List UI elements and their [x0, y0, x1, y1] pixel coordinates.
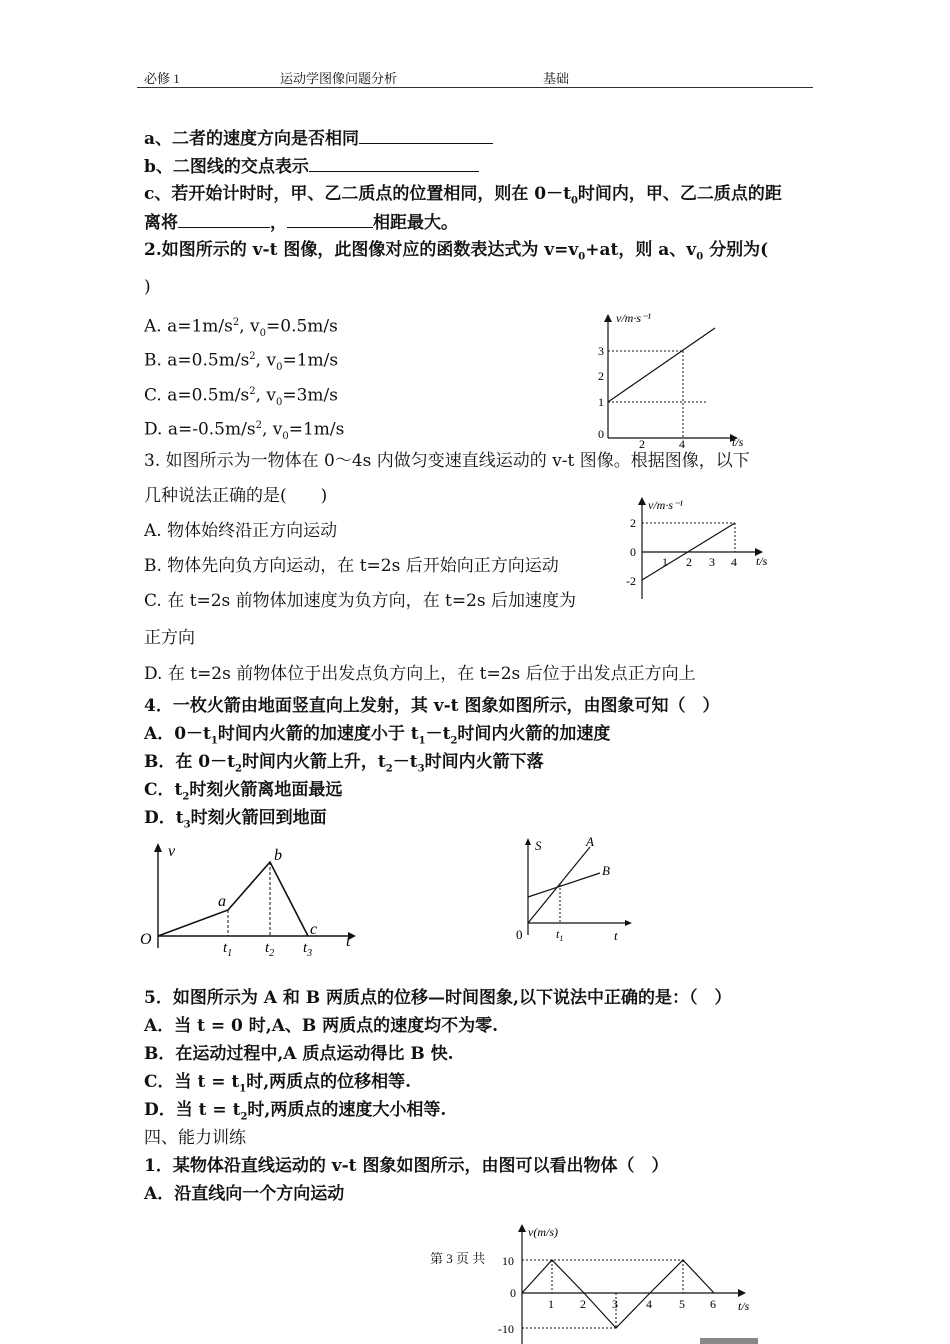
q2-vt-graph	[590, 310, 760, 450]
q2-y-label: v/m·s⁻¹	[616, 311, 651, 325]
sec4-ytick: 0	[510, 1286, 516, 1300]
q3-vt-graph	[620, 495, 780, 605]
q3-stem: 3. 如图所示为一物体在 0～4s 内做匀变速直线运动的 v-t 图像。根据图像，以下	[144, 451, 750, 471]
header-level: 基础	[543, 71, 570, 86]
q5-option-d: D．当 $t = t_2$时,两质点的速度大小相等.	[144, 1100, 447, 1123]
q4-point-a: a	[218, 893, 226, 910]
q5-option-c: C．当 $t = t_1$时,两质点的位移相等.	[144, 1072, 412, 1095]
sec4-ytick: 10	[502, 1254, 514, 1268]
q3-ytick: 0	[630, 545, 636, 559]
sec4-xtick: 4	[646, 1297, 652, 1311]
q5-tick-t1: $t_1$	[556, 927, 564, 943]
sec4-y-label: v(m/s)	[528, 1225, 558, 1239]
q3-xtick: 4	[731, 555, 737, 569]
q2-ytick: 3	[598, 344, 604, 358]
q5-t-label: t	[614, 928, 618, 943]
sec4-q1-stem: 1．某物体沿直线运动的 v-t 图象如图所示，由图可以看出物体（ ）	[144, 1156, 669, 1176]
sec4-xtick: 3	[612, 1297, 618, 1311]
q5-line-a-label: A	[586, 834, 594, 849]
q2-ytick: 1	[598, 395, 604, 409]
page-bottom-bar	[700, 1338, 758, 1344]
q2-option-d: D. $a=-0.5m/s^2$, $v_0=1m/s$	[144, 419, 345, 443]
q4-point-c: c	[310, 921, 318, 938]
q5-line-b-label: B	[602, 863, 610, 878]
q2-option-a: A. $a=1m/s^2$, $v_0=0.5m/s$	[144, 316, 338, 340]
q3-option-d: D. 在 t=2s 前物体位于出发点负方向上，在 t=2s 后位于出发点正方向上	[144, 664, 696, 684]
sec4-q1-option-a: A．沿直线向一个方向运动	[144, 1184, 345, 1204]
q5-s-label: S	[535, 838, 542, 853]
q2-ytick: 0	[598, 427, 604, 441]
sec4-xtick: 1	[548, 1297, 554, 1311]
q4-stem: 4．一枚火箭由地面竖直向上发射，其 v-t 图象如图所示，由图象可知（ ）	[144, 696, 720, 716]
prev-question-a: a、二者的速度方向是否相同	[144, 127, 493, 150]
header-course: 必修 1	[144, 71, 180, 86]
q4-tick-t3: $t_3$	[303, 940, 313, 959]
sec4-x-label: t/s	[738, 1299, 750, 1313]
q3-xtick: 1	[662, 555, 668, 569]
q3-option-c: C. 在 t=2s 前物体加速度为负方向，在 t=2s 后加速度为	[144, 591, 577, 611]
q2-x-label: t/s	[732, 435, 744, 449]
q5-st-graph	[510, 835, 640, 945]
q3-option-a: A. 物体始终沿正方向运动	[144, 521, 338, 541]
q5-origin: 0	[516, 927, 523, 942]
prev-question-c-cont: 离将 ， 相距最大。	[144, 213, 458, 233]
q3-stem-cont: 几种说法正确的是( )	[144, 486, 328, 506]
q5-option-b: B．在运动过程中,A 质点运动得比 B 快.	[144, 1044, 454, 1064]
header-topic: 运动学图像问题分析	[280, 71, 398, 86]
q2-stem: 2.如图所示的 v-t 图像，此图像对应的函数表达式为 $v=v_0+at$，则 a、$v_0$ 分别为(	[144, 240, 769, 263]
page-number: 第 3 页 共	[430, 1251, 486, 1266]
q4-tick-t2: $t_2$	[265, 940, 275, 959]
q4-option-d: D．$t_3$时刻火箭回到地面	[144, 808, 327, 831]
q4-v-label: v	[168, 843, 176, 860]
q4-origin-label: O	[140, 931, 152, 948]
sec4-xtick: 2	[580, 1297, 586, 1311]
q4-point-b: b	[274, 847, 282, 864]
header-rule	[137, 87, 813, 88]
q4-option-c: C．$t_2$时刻火箭离地面最远	[144, 780, 343, 803]
q3-xtick: 2	[686, 555, 692, 569]
sec4-xtick: 5	[679, 1297, 685, 1311]
section-title: 四、能力训练	[144, 1128, 246, 1148]
sec4-ytick: -10	[498, 1322, 514, 1336]
q5-stem: 5．如图所示为 A 和 B 两质点的位移—时间图象,以下说法中正确的是：（ ）	[144, 988, 732, 1008]
q4-option-b: B．在 $0-t_2$时间内火箭上升，$t_2-t_3$时间内火箭下落	[144, 752, 544, 775]
q2-ytick: 2	[598, 369, 604, 383]
prev-question-c: c、若开始计时时，甲、乙二质点的位置相同，则在 $0-t_0$时间内，甲、乙二质点的距	[144, 184, 782, 207]
q4-t-label: t	[346, 933, 351, 950]
q4-tick-t1: $t_1$	[223, 940, 233, 959]
q3-option-b: B. 物体先向负方向运动，在 t=2s 后开始向正方向运动	[144, 556, 559, 576]
prev-question-b: b、二图线的交点表示	[144, 155, 479, 178]
q3-xtick: 3	[709, 555, 715, 569]
q3-y-label: v/m·s⁻¹	[648, 498, 683, 512]
q2-xtick: 4	[679, 437, 685, 451]
sec4-vt-graph	[490, 1222, 770, 1344]
q2-stem-close: )	[144, 277, 151, 297]
q2-option-c: C. $a=0.5m/s^2$, $v_0=3m/s$	[144, 385, 339, 409]
q4-option-a: A．$0-t_1$时间内火箭的加速度小于 $t_1-t_2$时间内火箭的加速度	[144, 724, 611, 747]
q5-option-a: A．当 t = 0 时,A、B 两质点的速度均不为零.	[144, 1016, 499, 1036]
q3-option-c-cont: 正方向	[144, 628, 195, 648]
q3-x-label: t/s	[756, 554, 768, 568]
q3-ytick: 2	[630, 516, 636, 530]
q4-rocket-vt-graph	[138, 838, 368, 958]
q2-xtick: 2	[639, 437, 645, 451]
q3-ytick: -2	[626, 574, 636, 588]
q2-option-b: B. $a=0.5m/s^2$, $v_0=1m/s$	[144, 350, 339, 374]
sec4-xtick: 6	[710, 1297, 716, 1311]
